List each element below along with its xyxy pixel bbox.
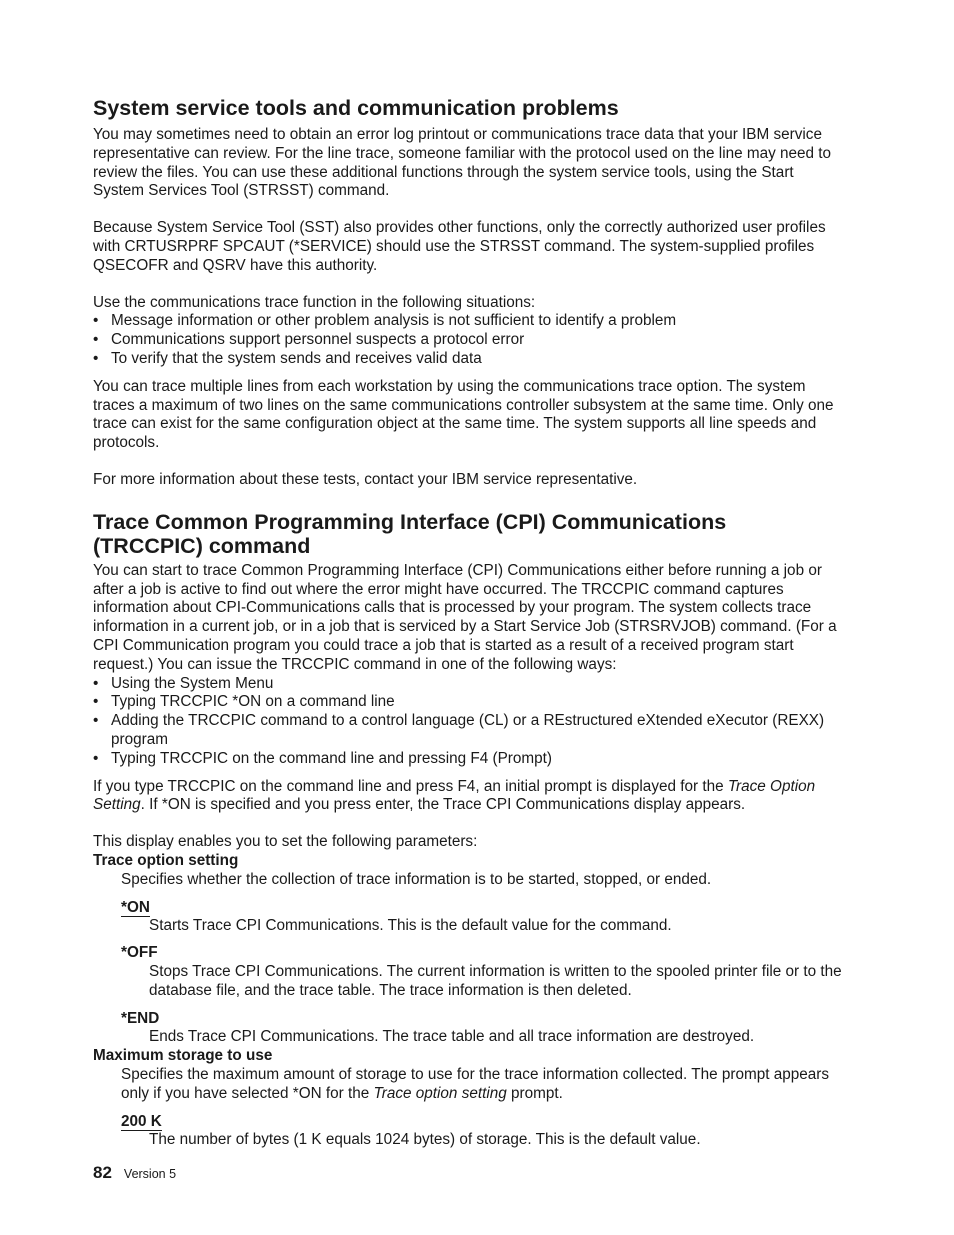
- paragraph: This display enables you to set the following parameters:: [93, 833, 478, 851]
- paragraph: For more information about these tests, contact your IBM service representative.: [93, 470, 638, 488]
- param-term: Maximum storage to use: [93, 1047, 273, 1065]
- page-footer: [93, 1163, 176, 1183]
- text-run: If you type TRCCPIC on the command line and press F4, an initial prompt is displayed for the: [93, 777, 728, 795]
- version-label: Version 5: [123, 1167, 177, 1181]
- param-term: Trace option setting: [93, 851, 239, 869]
- list-item: • Adding the TRCCPIC command to a control language (CL) or a REstructured eXtended eXecutor (REXX) program: [93, 712, 843, 750]
- param-value: *OFF: [121, 944, 158, 962]
- value-description: The number of bytes (1 K equals 1024 bytes) of storage. This is the default value.: [149, 1130, 701, 1148]
- text-run: prompt.: [506, 1084, 563, 1102]
- param-value: *END: [121, 1009, 160, 1027]
- paragraph: You may sometimes need to obtain an error log printout or communications trace data that your IBM service representative can review. For the line trace, someone familiar with the protocol used on the line may need to review the files. You can use these additional functions through the system service tools, using the Start System Services Tool (STRSST) command.: [93, 126, 832, 200]
- section-heading-trccpic: [93, 510, 843, 558]
- heading-line: (TRCCPIC) command: [93, 533, 311, 558]
- value-description: Stops Trace CPI Communications. The current information is written to the spooled printer file or to the database file, and the trace table. The trace information is then deleted.: [149, 963, 842, 999]
- bullet-list: [93, 675, 843, 769]
- list-item: • Typing TRCCPIC *ON on a command line: [93, 693, 843, 712]
- section-heading-sst: System service tools and communication problems: [93, 96, 619, 120]
- value-description: Starts Trace CPI Communications. This is the default value for the command.: [149, 916, 672, 934]
- param-value: 200 K: [121, 1112, 162, 1130]
- param-value: *ON: [121, 898, 150, 916]
- bullet-list: [93, 312, 843, 368]
- paragraph: Because System Service Tool (SST) also provides other functions, only the correctly authorized user profiles with CRTUSRPRF SPCAUT (*SERVICE) should use the STRSST command. The system-supplied profiles QSECOFR and QSRV have this authority.: [93, 219, 826, 274]
- paragraph: You can trace multiple lines from each workstation by using the communications trace option. The system traces a maximum of two lines on the same communications controller subsystem at the same time. Only one trace can exist for the same configuration object at the same time. The system supports all line speeds and protocols.: [93, 377, 834, 452]
- text-run: Specifies the maximum amount of storage to use for the trace information collected. The prompt appears only if you have selected *ON for the: [121, 1066, 829, 1102]
- list-item: • Using the System Menu: [93, 675, 843, 694]
- page-number: 82: [93, 1163, 112, 1182]
- list-item: • Typing TRCCPIC on the command line and pressing F4 (Prompt): [93, 750, 843, 769]
- italic-term: Trace option setting: [373, 1084, 507, 1102]
- value-description: Ends Trace CPI Communications. The trace table and all trace information are destroyed.: [149, 1028, 755, 1046]
- heading-line: Trace Common Programming Interface (CPI) Communications: [93, 509, 727, 534]
- paragraph: Use the communications trace function in the following situations:: [93, 293, 536, 311]
- paragraph: [93, 778, 843, 816]
- list-item: • Message information or other problem analysis is not sufficient to identify a problem: [93, 312, 843, 331]
- list-item: • To verify that the system sends and receives valid data: [93, 350, 843, 369]
- param-description: [121, 1066, 843, 1104]
- list-item: • Communications support personnel suspects a protocol error: [93, 331, 843, 350]
- page-content: [93, 96, 843, 1149]
- text-run: . If *ON is specified and you press enter, the Trace CPI Communications display appears.: [140, 796, 746, 814]
- italic-term: Trace Option Setting: [93, 777, 816, 814]
- paragraph: You can start to trace Common Programming Interface (CPI) Communications either before running a job or after a job is active to find out where the error might have occurred. The TRCCPIC command captures information about CPI-Communications calls that is processed by your program. The system collects trace information in a current job, or in a job that is serviced by a Start Service Job (STRSRVJOB) command. (For a CPI Communication program you could trace a job that is started as a result of a received program start request.) You can issue the TRCCPIC command in one of the following ways:: [93, 561, 837, 673]
- param-description: Specifies whether the collection of trace information is to be started, stopped, or ended.: [121, 870, 712, 888]
